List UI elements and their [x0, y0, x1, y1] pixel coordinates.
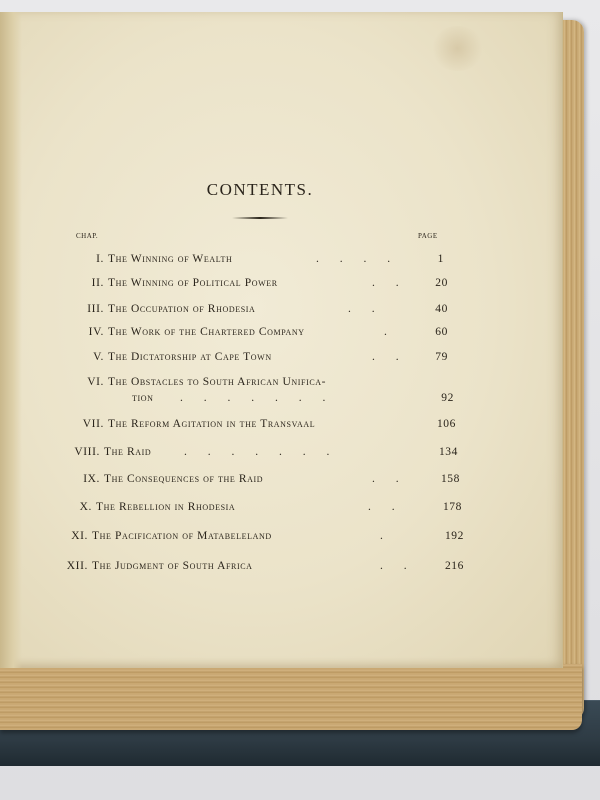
toc-entry: I. The Winning of Wealth . . . . 1: [96, 253, 444, 265]
toc-entry: IV. The Work of the Chartered Company . 60: [88, 326, 448, 338]
toc-entry: V. The Dictatorship at Cape Town . . 79: [93, 351, 448, 363]
toc-entry: XII. The Judgment of South Africa . . 216: [66, 560, 464, 572]
toc-entry: X. The Rebellion in Rhodesia . . 178: [79, 501, 462, 513]
heading-rule: [232, 217, 288, 219]
chap-column-label: CHAP.: [76, 232, 99, 240]
toc-entry: XI. The Pacification of Matabeleland . 192: [71, 530, 464, 542]
page-stain: [430, 26, 485, 71]
toc-entry-continuation: tion . . . . . . . 92: [132, 392, 454, 404]
toc-entry: VII. The Reform Agitation in the Transvaal 106: [82, 418, 456, 430]
toc-entry: IX. The Consequences of the Raid . . 158: [83, 473, 460, 485]
page-edges-bottom: [0, 664, 582, 730]
toc-entry: VIII. The Raid . . . . . . . 134: [74, 446, 458, 458]
toc-entry: VI. The Obstacles to South African Unifica-: [87, 376, 327, 388]
toc-entry: III. The Occupation of Rhodesia . . 40: [87, 303, 448, 315]
contents-heading: CONTENTS.: [206, 180, 314, 199]
toc-entry: II. The Winning of Political Power . . 20: [91, 277, 448, 289]
page-column-label: PAGE: [418, 232, 438, 240]
